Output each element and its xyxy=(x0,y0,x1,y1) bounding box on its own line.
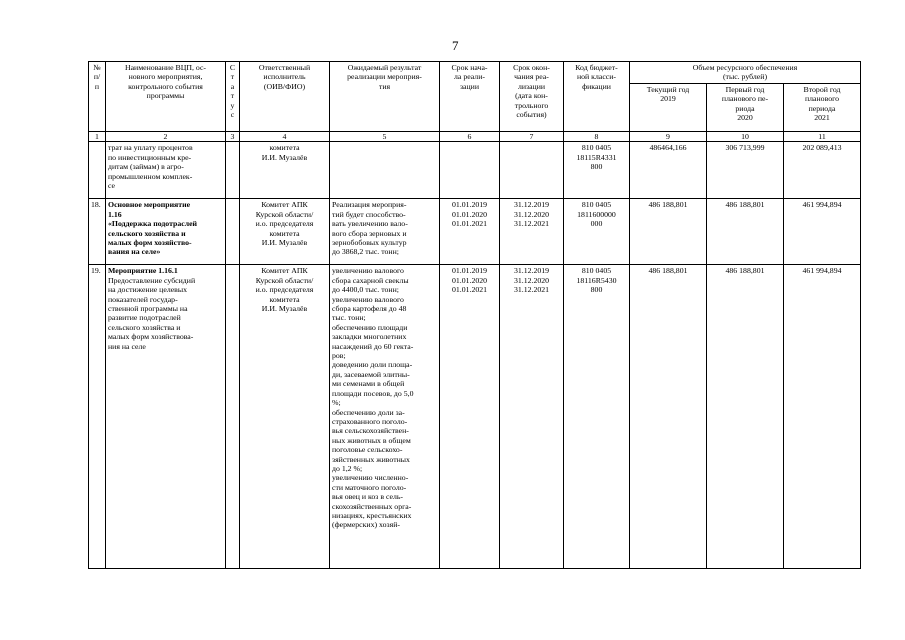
row-start-date: 01.01.2019 01.01.2020 01.01.2021 xyxy=(440,199,500,265)
row-name-cell xyxy=(106,265,226,569)
row-status xyxy=(226,199,240,265)
row-executor: Комитет АПК Курской области/ и.о. председателя комитета И.И. Музалёв xyxy=(240,265,330,569)
row-number: 18. xyxy=(89,199,106,265)
column-number: 6 xyxy=(440,132,500,142)
row-name: Предоставление субсидий на достижение целевых показателей государ- ственной программы на развитие подотраслей сельского хозяйства и малых форм хозяйствова- ния на селе xyxy=(108,275,196,351)
row-kbk: 810 0405 18115R4331 800 xyxy=(564,142,630,199)
row-amount-2019: 486 188,801 xyxy=(630,265,707,569)
row-name: трат на уплату процентов по инвестиционным кре- дитам (займам) в агро- промышленном комплек- се xyxy=(106,142,226,199)
row-amount-2021: 461 994,894 xyxy=(784,199,861,265)
header-year-2021: Второй год планового периода 2021 xyxy=(784,84,861,132)
header-result: Ожидаемый результат реализации мероприя- тия xyxy=(330,62,440,132)
row-start-date xyxy=(440,142,500,199)
row-executor: Комитет АПК Курской области/ и.о. председателя комитета И.И. Музалёв xyxy=(240,199,330,265)
column-number: 5 xyxy=(330,132,440,142)
page-number: 7 xyxy=(452,38,459,53)
row-status xyxy=(226,142,240,199)
header-kbk: Код бюджет- ной класси- фикации xyxy=(564,62,630,132)
row-amount-2020: 486 188,801 xyxy=(707,199,784,265)
row-end-date xyxy=(500,142,564,199)
column-number: 9 xyxy=(630,132,707,142)
header-year-2019: Текущий год 2019 xyxy=(630,84,707,132)
resource-table xyxy=(88,61,861,569)
row-result: Реализация мероприя- тий будет способство- вать увеличению вало- вого сбора зерновых и зернобобовых культур до 3868,2 тыс. тонн; xyxy=(330,199,440,265)
row-amount-2021: 202 089,413 xyxy=(784,142,861,199)
row-end-date: 31.12.2019 31.12.2020 31.12.2021 xyxy=(500,199,564,265)
header-status: С т а т у с xyxy=(226,62,240,132)
header-resource-group: Объем ресурсного обеспечения (тыс. рублей) xyxy=(630,62,861,84)
column-number: 2 xyxy=(106,132,226,142)
row-executor: комитета И.И. Музалёв xyxy=(240,142,330,199)
row-number: 19. xyxy=(89,265,106,569)
header-year-2020: Первый год планового пе- риода 2020 xyxy=(707,84,784,132)
row-name-title: Мероприятие 1.16.1 xyxy=(108,266,178,276)
column-number: 4 xyxy=(240,132,330,142)
row-start-date: 01.01.2019 01.01.2020 01.01.2021 xyxy=(440,265,500,569)
row-amount-2020: 306 713,999 xyxy=(707,142,784,199)
header-executor: Ответственный исполнитель (ОИВ/ФИО) xyxy=(240,62,330,132)
row-amount-2019: 486 188,801 xyxy=(630,199,707,265)
row-amount-2021: 461 994,894 xyxy=(784,265,861,569)
row-name: Основное мероприятие 1.16 «Поддержка подотраслей сельского хозяйства и малых форм хозяйство- вания на селе» xyxy=(106,199,226,265)
column-number: 1 xyxy=(89,132,106,142)
row-kbk: 810 0405 18116R5430 800 xyxy=(564,265,630,569)
row-result: увеличению валового сбора сахарной свеклы до 4400,0 тыс. тонн; увеличению валового сбора картофеля до 48 тыс. тонн; обеспечению площади закладки многолетних насаждений до 60 гекта- ров; доведению доли площа- ди, засеваемой элитны- ми семенами в общей площади посевов, до 5,0 %; обеспечению доли за- страхованного поголо- вья сельскохозяйствен- ных животных в общем поголовье сельскохо- зяйственных животных до 1,2 %; увеличению численно- сти маточного поголо- вья овец и коз в сель- скохозяйственных орга- низациях, крестьянских (фермерских) хозяй- xyxy=(330,265,440,569)
row-amount-2019: 486464,166 xyxy=(630,142,707,199)
column-number: 3 xyxy=(226,132,240,142)
header-end: Срок окон- чания реа- лизации (дата кон- трольного события) xyxy=(500,62,564,132)
table-row xyxy=(89,142,861,199)
column-number: 10 xyxy=(707,132,784,142)
header-start: Срок нача- ла реали- зации xyxy=(440,62,500,132)
row-number xyxy=(89,142,106,199)
column-number: 8 xyxy=(564,132,630,142)
row-result xyxy=(330,142,440,199)
column-number-row xyxy=(89,132,861,142)
row-kbk: 810 0405 1811600000 000 xyxy=(564,199,630,265)
table-row xyxy=(89,199,861,265)
column-number: 7 xyxy=(500,132,564,142)
column-number: 11 xyxy=(784,132,861,142)
row-status xyxy=(226,265,240,569)
header-number: № п/ п xyxy=(89,62,106,132)
table-row xyxy=(89,265,861,569)
row-amount-2020: 486 188,801 xyxy=(707,265,784,569)
header-name: Наименование ВЦП, ос- новного мероприятия, контрольного события программы xyxy=(106,62,226,132)
row-end-date: 31.12.2019 31.12.2020 31.12.2021 xyxy=(500,265,564,569)
